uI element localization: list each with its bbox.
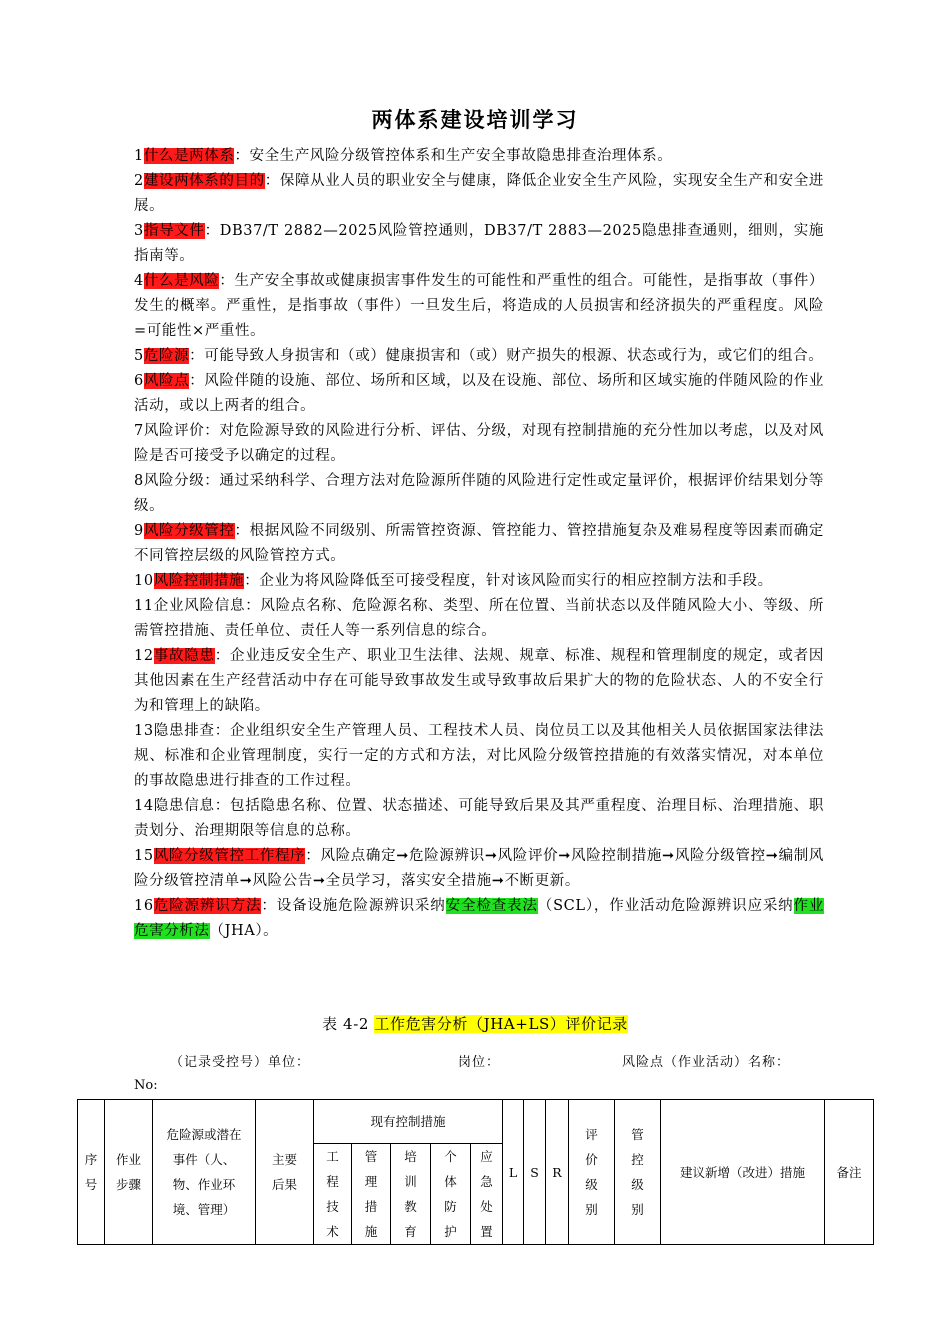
item-number: 8: [134, 473, 144, 489]
table-title-prefix: 表 4-2: [322, 1015, 375, 1033]
record-unit-label: （记录受控号）单位：: [170, 1055, 311, 1070]
header-eval-level: 评价级别: [569, 1100, 615, 1245]
definition-item: [134, 469, 824, 519]
item-term: 风险分级管控工作程序: [153, 848, 306, 864]
header-emergency: 应急处置: [471, 1144, 503, 1245]
definition-list: [134, 144, 824, 944]
item-term: 建设两体系的目的: [143, 173, 265, 189]
item-text: ：可能导致人身损害和（或）健康损害和（或）财产损失的根源、状态或行为，或它们的组合。: [189, 348, 824, 364]
item-number: 15: [134, 848, 154, 864]
header-existing-controls: 现有控制措施: [314, 1100, 503, 1144]
item-number: 9: [134, 523, 144, 539]
definition-item: [134, 169, 824, 219]
definition-item: [134, 894, 824, 944]
risk-point-label: 风险点（作业活动）名称：: [622, 1055, 791, 1070]
item-number: 6: [134, 373, 144, 389]
item-term: 风险分级管控: [143, 523, 235, 539]
item-term: 什么是风险: [143, 273, 220, 289]
header-S: S: [524, 1100, 546, 1245]
item-text: ：企业为将风险降低至可接受程度，针对该风险而实行的相应控制方法和手段。: [244, 573, 773, 589]
header-remark: 备注: [825, 1100, 874, 1245]
header-R: R: [546, 1100, 569, 1245]
document-title: 两体系建设培训学习: [371, 107, 579, 132]
definition-item: [134, 519, 824, 569]
item-text: 隐患信息：包括隐患名称、位置、状态描述、可能导致后果及其严重程度、治理目标、治理措施、职责划分、治理期限等信息的总称。: [134, 798, 824, 839]
item-term: 危险源辨识方法: [153, 898, 262, 914]
item-number: 14: [134, 798, 154, 814]
item-text: ：保障从业人员的职业安全与健康，降低企业安全生产风险，实现安全生产和安全进展。: [134, 173, 824, 214]
item-number: 4: [134, 273, 144, 289]
item-number: 11: [134, 598, 154, 614]
definition-item: [134, 144, 824, 169]
record-number-label: No:: [134, 1078, 158, 1093]
item-number: 1: [134, 148, 144, 164]
header-engineering: 工程技术: [314, 1144, 352, 1245]
item-text: 隐患排查：企业组织安全生产管理人员、工程技术人员、岗位员工以及其他相关人员依据国家法律法规、标准和企业管理制度，实行一定的方式和方法，对比风险分级管控措施的有效落实情况，对本单位的事故隐患进行排查的工作过程。: [134, 723, 824, 789]
item-term: 事故隐患: [153, 648, 215, 664]
item-text: 风险评价：对危险源导致的风险进行分析、评估、分级，对现有控制措施的充分性加以考虑，以及对风险是否可接受予以确定的过程。: [134, 423, 824, 464]
item-number: 3: [134, 223, 144, 239]
item-term: 什么是两体系: [143, 148, 235, 164]
header-suggest: 建议新增（改进）措施: [661, 1100, 825, 1245]
item-text: （JHA）。: [209, 923, 279, 939]
item-text: ：根据风险不同级别、所需管控资源、管控能力、管控措施复杂及难易程度等因素而确定不同管控层级的风险管控方式。: [134, 523, 824, 564]
item-text: ：生产安全事故或健康损害事件发生的可能性和严重性的组合。可能性，是指事故（事件）发生的概率。严重性，是指事故（事件）一旦发生后，将造成的人员损害和经济损失的严重程度。风险=可能性×严重性。: [134, 273, 825, 339]
item-text: ：设备设施危险源辨识采纳: [261, 898, 446, 914]
item-number: 13: [134, 723, 154, 739]
post-label: 岗位：: [458, 1055, 501, 1070]
method-scl: 安全检查表法: [445, 898, 538, 914]
item-term: 指导文件: [143, 223, 205, 239]
item-term: 风险点: [143, 373, 190, 389]
header-consequence: 主要后果: [256, 1100, 314, 1245]
item-text: （SCL），作业活动危险源辨识应采纳: [537, 898, 794, 914]
header-L: L: [503, 1100, 524, 1245]
item-text: 风险分级：通过采纳科学、合理方法对危险源所伴随的风险进行定性或定量评价，根据评价结果划分等级。: [134, 473, 824, 514]
jha-evaluation-table: [77, 1099, 874, 1245]
header-hazard: 危险源或潜在事件（人、物、作业环境、管理）: [153, 1100, 256, 1245]
definition-item: [134, 594, 824, 644]
item-number: 5: [134, 348, 144, 364]
header-training: 培训教育: [391, 1144, 431, 1245]
item-text: ：风险点确定➞危险源辨识➞风险评价➞风险控制措施➞风险分级管控➞编制风险分级管控清单➞风险公告➞全员学习，落实安全措施➞不断更新。: [134, 848, 825, 889]
item-number: 7: [134, 423, 144, 439]
definition-item: [134, 719, 824, 794]
item-number: 10: [134, 573, 154, 589]
definition-item: [134, 644, 824, 719]
table-title: [0, 1013, 950, 1034]
table-title-highlight: 工作危害分析（JHA+LS）评价记录: [374, 1015, 628, 1033]
item-term: 危险源: [143, 348, 190, 364]
definition-item: [134, 219, 824, 269]
item-text: 企业风险信息：风险点名称、危险源名称、类型、所在位置、当前状态以及伴随风险大小、等级、所需管控措施、责任单位、责任人等一系列信息的综合。: [134, 598, 824, 639]
item-number: 16: [134, 898, 154, 914]
method-jha: 作业危害分析法: [134, 898, 824, 939]
definition-item: [134, 269, 824, 344]
definition-item: [134, 794, 824, 844]
definition-item: [134, 569, 824, 594]
item-number: 2: [134, 173, 144, 189]
item-term: 风险控制措施: [153, 573, 245, 589]
definition-item: [134, 369, 824, 419]
item-text: ：DB37/T 2882—2025风险管控通则，DB37/T 2883—2025隐患排查通则，细则，实施指南等。: [134, 223, 824, 264]
header-seq: 序号: [78, 1100, 105, 1245]
header-step: 作业步骤: [105, 1100, 153, 1245]
item-text: ：风险伴随的设施、部位、场所和区域，以及在设施、部位、场所和区域实施的伴随风险的作业活动，或以上两者的组合。: [134, 373, 824, 414]
item-number: 12: [134, 648, 154, 664]
definition-item: [134, 419, 824, 469]
header-ppe: 个体防护: [431, 1144, 471, 1245]
definition-item: [134, 344, 824, 369]
item-text: ：企业违反安全生产、职业卫生法律、法规、规章、标准、规程和管理制度的规定，或者因其他因素在生产经营活动中存在可能导致事故发生或导致事故后果扩大的物的危险状态、人的不安全行为和管理上的缺陷。: [134, 648, 824, 714]
header-management: 管理措施: [352, 1144, 391, 1245]
item-text: ：安全生产风险分级管控体系和生产安全事故隐患排查治理体系。: [234, 148, 673, 164]
header-control-level: 管控级别: [615, 1100, 661, 1245]
definition-item: [134, 844, 824, 894]
